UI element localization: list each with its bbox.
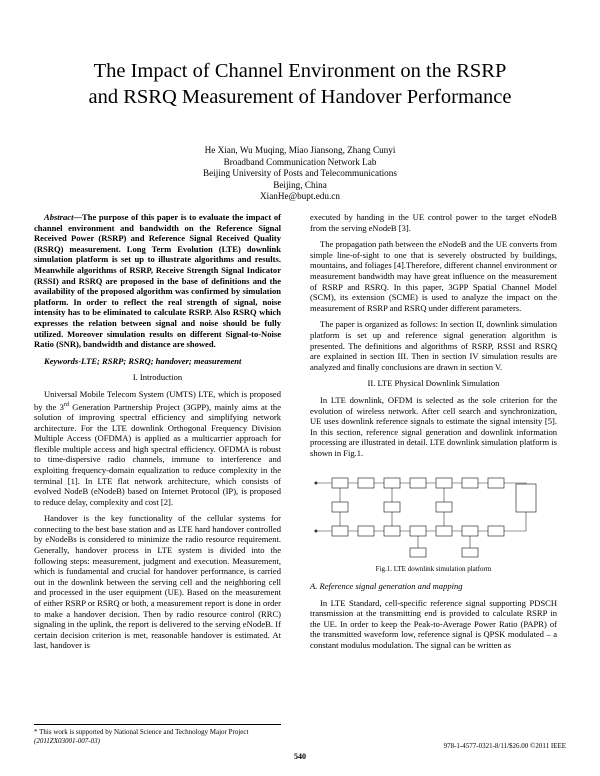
author-city: Beijing, China: [273, 179, 327, 190]
right-paragraph-2: The propagation path between the eNodeB and the UE converts from simple line-of-sight to one that is severely obstructed by buildings, mountains, and foliages [4].Therefore, different channel environment or measurement bandwidth may have great influence on the measurement of RSRP and RSRQ. In this paper, 3GPP Spatial Channel Model (SCM), its extension (SCME) is used to analyze the impact on the measurement of RSRP and RSRQ under different parameters.: [310, 239, 557, 313]
diagram-block-10: [384, 526, 400, 536]
footnote-line-2: (2011ZX03001-007-03): [34, 736, 100, 745]
author-block: [100, 145, 500, 203]
diagram-block-6: [462, 478, 478, 488]
title-line-2: and RSRQ Measurement of Handover Performance: [88, 86, 512, 108]
left-column: [34, 212, 281, 657]
diagram-block-5: [436, 478, 452, 488]
diagram-block-7: [488, 478, 504, 488]
page-number: 540: [294, 752, 306, 761]
diagram-channel-block: [516, 484, 536, 512]
figure-1-diagram: [310, 464, 557, 562]
author-lab: Broadband Communication Network Lab: [223, 156, 377, 167]
section-2-paragraph-1: In LTE downlink, OFDM is selected as the sole criterion for the evolution of wireless network. After cell search and synchronization, UE uses downlink reference signals to estimate the signal intensity [5]. In this section, reference signal generation and downlink information processing are illustrated in detail. LTE downlink simulation platform is shown in Fig.1.: [310, 394, 557, 458]
diagram-block-16: [384, 502, 400, 512]
title-line-1: The Impact of Channel Environment on the RSRP: [93, 60, 507, 82]
intro-p1-part-b: Generation Partnership Project (3GPP), mainly aims at the solution of improving spectral efficiency and simplifying network architecture. For the LTE downlink Orthogonal Frequency Division Multiple Access (OFDMA) is applied as a multicarrier approach for flexible multiple access and high spectral efficiency. OFDMA is robust to time-dispersive radio channels, immune to interference and exploiting frequency-domain equalization to reduce complexity in the terminal [1]. In LTE flat network architecture, which consists of evolved NodeB (eNodeB) based on Internet Protocol (IP), is proposed to reduce delay, complexity and cost [2].: [34, 401, 281, 507]
diagram-block-17: [436, 502, 452, 512]
footnote-line-1: * This work is supported by National Science and Technology Major Project: [34, 728, 249, 736]
diagram-input-node: [315, 482, 318, 485]
diagram-block-11: [410, 526, 426, 536]
diagram-block-14: [488, 526, 504, 536]
diagram-block-8: [332, 526, 348, 536]
diagram-output-node: [315, 530, 318, 533]
section-1-heading: I. Introduction: [132, 372, 183, 383]
diagram-block-3: [384, 478, 400, 488]
simulation-platform-diagram: [310, 464, 557, 562]
author-university: Beijing University of Posts and Telecommunications: [203, 168, 397, 179]
diagram-lower-links: [418, 536, 470, 548]
right-paragraph-3: The paper is organized as follows: In section II, downlink simulation platform is set up and reference signal generation algorithm is presented. The definitions and algorithms of RSRP, RSSI and RSRQ are explained in section III. Then in section IV simulation results are analyzed and finally conclusions are drawn in section V.: [310, 319, 557, 372]
diagram-block-9: [358, 526, 374, 536]
subsection-a-paragraph-1: In LTE Standard, cell-specific reference signal supporting PDSCH transmission at the transmitting end is provided to calculate RSRP in the UE. In order to keep the Peak-to-Average Power Ratio (PAPR) of the transmitted waveform low, reference signal is QPSK modulated – a constant modulus modulation. The signal can be written as: [310, 597, 557, 651]
intro-p1-superscript: rd: [63, 401, 69, 408]
subsection-a-heading: A. Reference signal generation and mapping: [310, 581, 463, 592]
diagram-block-13: [462, 526, 478, 536]
copyright-notice: 978-1-4577-0321-8/11/$26.00 ©2011 IEEE: [443, 742, 566, 750]
diagram-block-1: [332, 478, 348, 488]
paper-title: [40, 58, 560, 110]
abstract-text: —The purpose of this paper is to evaluate the impact of channel environment and bandwidth on the Reference Signal Received Power (RSRP) and Reference Signal Received Quality (RSRQ) measurement. Long Term Evolution (LTE) downlink simulation platform is set up to illustrate algorithms and results. Meanwhile algorithms of RSRP, Receive Strength Signal Indicator (RSSI) and RSRQ are proposed in the base of definitions and the availability of the proposed algorithm was confirmed by simulation platform. In order to reflect the real strength of signal, noise intensity has to be eliminated to calculate RSRP. Also RSRQ which expresses the relation between signal and noise should be fully utilized. Moreover simulation results on different Signal-to-Noise Ratio (SNR), bandwidth and distance are showed.: [34, 212, 281, 350]
intro-paragraph-1: [34, 389, 281, 507]
intro-paragraph-2: Handover is the key functionality of the cellular systems for connecting to the best base station and as LTE hard handover controlled by eNodeBs is considered to minimize the radio resource requirement. Generally, handover process in LTE system is divided into the following steps: measurement, judgment and execution. Measurement, which is fundamental and crucial for handover performance, is carried out in the downlink between the serving cell and the neighboring cell and processed in the user equipment (UE). Based on the measurement of either RSRP or RSRQ or both, a measurement report is done in order to make a handover decision. Then by radio resource control (RRC) signaling in the uplink, the report is delivered to the serving eNodeB. If certain decision criterion is met, reasonable handover is estimated. At last, handover is: [34, 513, 281, 651]
abstract: [34, 212, 281, 350]
diagram-block-4: [410, 478, 426, 488]
figure-1-caption: Fig.1. LTE downlink simulation platform: [375, 565, 492, 574]
keywords: Keywords-LTE; RSRP; RSRQ; handover; measurement: [44, 355, 242, 366]
diagram-block-2: [358, 478, 374, 488]
right-paragraph-1: executed by handing in the UE control power to the target eNodeB from the serving eNodeB [3].: [310, 212, 557, 233]
diagram-block-15: [332, 502, 348, 512]
section-2-heading: II. LTE Physical Downlink Simulation: [367, 378, 500, 389]
right-column: [310, 212, 557, 657]
abstract-label: Abstract: [44, 212, 74, 222]
author-names: He Xian, Wu Muqing, Miao Jiansong, Zhang Cunyi: [204, 145, 396, 155]
diagram-block-19: [462, 548, 478, 557]
diagram-block-18: [410, 548, 426, 557]
diagram-block-12: [436, 526, 452, 536]
intro-p1-part-a: Universal Mobile Telecom System (UMTS) LTE, which is proposed by the 3: [34, 388, 281, 412]
footnote: [34, 724, 281, 745]
author-email: XianHe@bupt.edu.cn: [260, 191, 340, 202]
